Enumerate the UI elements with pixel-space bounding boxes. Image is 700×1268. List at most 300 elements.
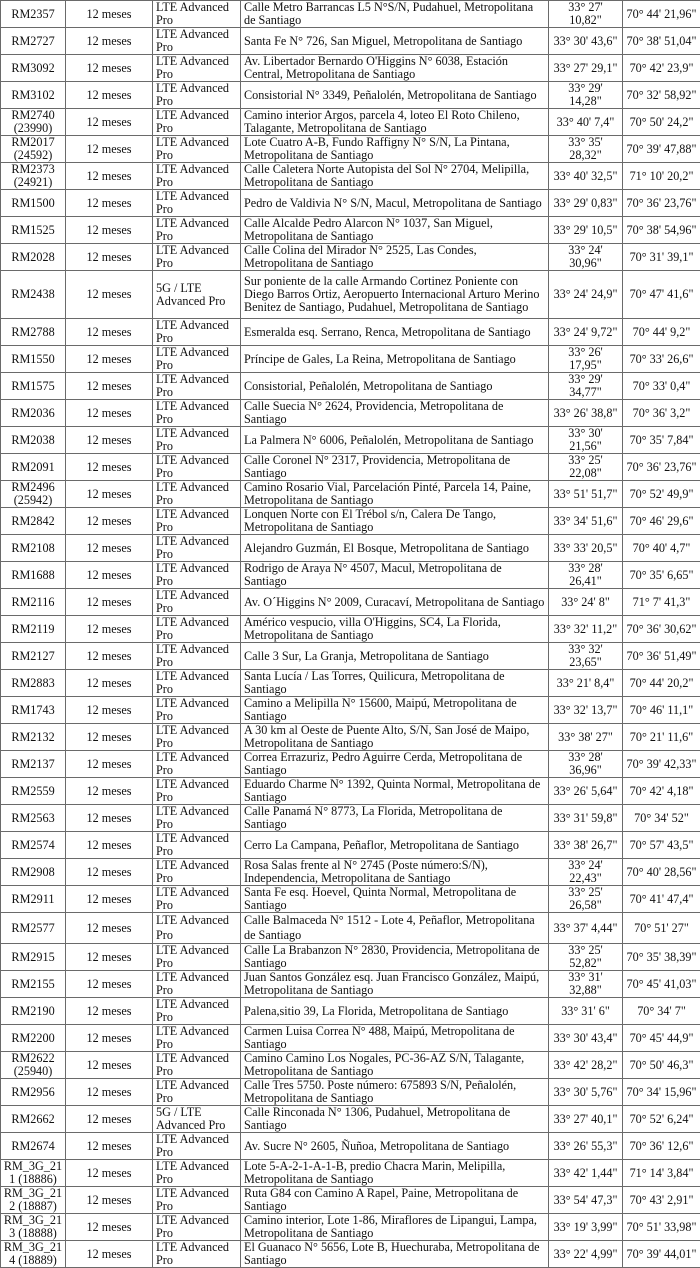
term-cell: 12 meses [66, 859, 153, 886]
term-cell: 12 meses [66, 751, 153, 778]
term-cell: 12 meses [66, 724, 153, 751]
term-cell: 12 meses [66, 427, 153, 454]
table-row [1, 1187, 700, 1214]
technology-cell: LTE Advanced Pro [153, 346, 241, 373]
term-cell: 12 meses [66, 913, 153, 944]
term-cell: 12 meses [66, 373, 153, 400]
technology-cell: LTE Advanced Pro [153, 562, 241, 589]
latitude-cell: 33° 26' 38,8" [549, 400, 623, 427]
longitude-cell: 70° 36' 51,49" [623, 643, 700, 670]
address-cell: Calle Metro Barrancas L5 N°S/N, Pudahuel, Metropolitana de Santiago [241, 1, 549, 28]
longitude-cell: 70° 35' 7,84" [623, 427, 700, 454]
site-id-cell: RM2119 [1, 616, 66, 643]
latitude-cell: 33° 42' 28,2" [549, 1052, 623, 1079]
table-row [1, 1160, 700, 1187]
site-id-cell: RM2911 [1, 886, 66, 913]
latitude-cell: 33° 22' 4,99" [549, 1241, 623, 1268]
technology-cell: LTE Advanced Pro [153, 1160, 241, 1187]
site-id-cell: RM_3G_214 (18889) [1, 1241, 66, 1268]
longitude-cell: 70° 33' 26,6" [623, 346, 700, 373]
address-cell: Lote Cuatro A-B, Fundo Raffigny N° S/N, La Pintana, Metropolitana de Santiago [241, 136, 549, 163]
technology-cell: LTE Advanced Pro [153, 535, 241, 562]
address-cell: Cerro La Campana, Peñaflor, Metropolitana de Santiago [241, 832, 549, 859]
term-cell: 12 meses [66, 535, 153, 562]
address-cell: Rodrigo de Araya N° 4507, Macul, Metropolitana de Santiago [241, 562, 549, 589]
term-cell: 12 meses [66, 1214, 153, 1241]
term-cell: 12 meses [66, 1106, 153, 1133]
address-cell: La Palmera N° 6006, Peñalolén, Metropolitana de Santiago [241, 427, 549, 454]
longitude-cell: 70° 42' 4,18" [623, 778, 700, 805]
address-cell: Camino Camino Los Nogales, PC-36-AZ S/N, Talagante, Metropolitana de Santiago [241, 1052, 549, 1079]
longitude-cell: 70° 32' 58,92" [623, 82, 700, 109]
table-row [1, 1052, 700, 1079]
term-cell: 12 meses [66, 886, 153, 913]
address-cell: A 30 km al Oeste de Puente Alto, S/N, San José de Maipo, Metropolitana de Santiago [241, 724, 549, 751]
technology-cell: LTE Advanced Pro [153, 1214, 241, 1241]
site-id-cell: RM_3G_211 (18886) [1, 1160, 66, 1187]
latitude-cell: 33° 51' 51,7" [549, 481, 623, 508]
technology-cell: LTE Advanced Pro [153, 913, 241, 944]
address-cell: Santa Fe esq. Hoevel, Quinta Normal, Metropolitana de Santiago [241, 886, 549, 913]
address-cell: Sur poniente de la calle Armando Cortinez Poniente con Diego Barros Ortiz, Aeropuerto Internacional Arturo Merino Benitez de Santiago, Pudahuel, Metropolitana de Santiago [241, 271, 549, 319]
technology-cell: LTE Advanced Pro [153, 1187, 241, 1214]
address-cell: Ruta G84 con Camino A Rapel, Paine, Metropolitana de Santiago [241, 1187, 549, 1214]
table-row [1, 778, 700, 805]
technology-cell: LTE Advanced Pro [153, 1025, 241, 1052]
latitude-cell: 33° 24' 9,72" [549, 319, 623, 346]
site-id-cell: RM2108 [1, 535, 66, 562]
site-id-cell: RM2373 (24921) [1, 163, 66, 190]
address-cell: Av. Sucre N° 2605, Ñuñoa, Metropolitana de Santiago [241, 1133, 549, 1160]
site-id-cell: RM2788 [1, 319, 66, 346]
site-id-cell: RM1743 [1, 697, 66, 724]
technology-cell: LTE Advanced Pro [153, 1079, 241, 1106]
latitude-cell: 33° 32' 23,65" [549, 643, 623, 670]
table-row [1, 1, 700, 28]
latitude-cell: 33° 24' 30,96" [549, 244, 623, 271]
term-cell: 12 meses [66, 832, 153, 859]
table-row [1, 163, 700, 190]
site-id-cell: RM2674 [1, 1133, 66, 1160]
site-id-cell: RM2842 [1, 508, 66, 535]
technology-cell: LTE Advanced Pro [153, 643, 241, 670]
site-id-cell: RM2883 [1, 670, 66, 697]
latitude-cell: 33° 28' 26,41" [549, 562, 623, 589]
site-id-cell: RM2091 [1, 454, 66, 481]
technology-cell: LTE Advanced Pro [153, 805, 241, 832]
table-row [1, 724, 700, 751]
site-id-cell: RM1575 [1, 373, 66, 400]
term-cell: 12 meses [66, 454, 153, 481]
longitude-cell: 70° 38' 54,96" [623, 217, 700, 244]
table-row [1, 427, 700, 454]
table-row [1, 1079, 700, 1106]
longitude-cell: 70° 38' 51,04" [623, 28, 700, 55]
address-cell: Calle La Brabanzon N° 2830, Providencia, Metropolitana de Santiago [241, 944, 549, 971]
technology-cell: LTE Advanced Pro [153, 886, 241, 913]
site-id-cell: RM2116 [1, 589, 66, 616]
address-cell: Consistorial, Peñalolén, Metropolitana de Santiago [241, 373, 549, 400]
technology-cell: LTE Advanced Pro [153, 1241, 241, 1268]
latitude-cell: 33° 35' 28,32" [549, 136, 623, 163]
table-row [1, 1241, 700, 1268]
longitude-cell: 70° 33' 0,4" [623, 373, 700, 400]
latitude-cell: 33° 26' 55,3" [549, 1133, 623, 1160]
latitude-cell: 33° 42' 1,44" [549, 1160, 623, 1187]
table-row [1, 82, 700, 109]
latitude-cell: 33° 30' 5,76" [549, 1079, 623, 1106]
table-row [1, 481, 700, 508]
address-cell: Pedro de Valdivia N° S/N, Macul, Metropolitana de Santiago [241, 190, 549, 217]
site-id-cell: RM2908 [1, 859, 66, 886]
address-cell: Consistorial N° 3349, Peñalolén, Metropolitana de Santiago [241, 82, 549, 109]
term-cell: 12 meses [66, 136, 153, 163]
site-id-cell: RM2740 (23990) [1, 109, 66, 136]
site-id-cell: RM2622 (25940) [1, 1052, 66, 1079]
table-row [1, 190, 700, 217]
table-row [1, 454, 700, 481]
latitude-cell: 33° 27' 29,1" [549, 55, 623, 82]
site-id-cell: RM2563 [1, 805, 66, 832]
latitude-cell: 33° 29' 34,77" [549, 373, 623, 400]
technology-cell: LTE Advanced Pro [153, 427, 241, 454]
technology-cell: LTE Advanced Pro [153, 589, 241, 616]
technology-cell: LTE Advanced Pro [153, 1052, 241, 1079]
address-cell: Alejandro Guzmán, El Bosque, Metropolitana de Santiago [241, 535, 549, 562]
longitude-cell: 70° 52' 6,24" [623, 1106, 700, 1133]
table-row [1, 319, 700, 346]
latitude-cell: 33° 29' 0,83" [549, 190, 623, 217]
technology-cell: LTE Advanced Pro [153, 55, 241, 82]
address-cell: Palena,sitio 39, La Florida, Metropolitana de Santiago [241, 998, 549, 1025]
address-cell: Calle Tres 5750. Poste número: 675893 S/N, Peñalolén, Metropolitana de Santiago [241, 1079, 549, 1106]
term-cell: 12 meses [66, 1187, 153, 1214]
table-row [1, 400, 700, 427]
longitude-cell: 70° 35' 38,39" [623, 944, 700, 971]
address-cell: Calle Alcalde Pedro Alarcon N° 1037, San Miguel, Metropolitana de Santiago [241, 217, 549, 244]
latitude-cell: 33° 27' 10,82" [549, 1, 623, 28]
site-id-cell: RM2028 [1, 244, 66, 271]
site-id-cell: RM2915 [1, 944, 66, 971]
term-cell: 12 meses [66, 805, 153, 832]
site-id-cell: RM2727 [1, 28, 66, 55]
site-id-cell: RM2036 [1, 400, 66, 427]
longitude-cell: 71° 14' 3,84" [623, 1160, 700, 1187]
site-id-cell: RM_3G_213 (18888) [1, 1214, 66, 1241]
site-id-cell: RM2574 [1, 832, 66, 859]
technology-cell: LTE Advanced Pro [153, 724, 241, 751]
technology-cell: LTE Advanced Pro [153, 481, 241, 508]
term-cell: 12 meses [66, 562, 153, 589]
technology-cell: LTE Advanced Pro [153, 28, 241, 55]
term-cell: 12 meses [66, 697, 153, 724]
table-row [1, 1106, 700, 1133]
site-id-cell: RM2200 [1, 1025, 66, 1052]
table-row [1, 535, 700, 562]
technology-cell: LTE Advanced Pro [153, 944, 241, 971]
longitude-cell: 70° 45' 44,9" [623, 1025, 700, 1052]
longitude-cell: 70° 44' 9,2" [623, 319, 700, 346]
technology-cell: LTE Advanced Pro [153, 373, 241, 400]
longitude-cell: 70° 43' 2,91" [623, 1187, 700, 1214]
longitude-cell: 70° 46' 29,6" [623, 508, 700, 535]
site-id-cell: RM2127 [1, 643, 66, 670]
site-id-cell: RM2496 (25942) [1, 481, 66, 508]
latitude-cell: 33° 19' 3,99" [549, 1214, 623, 1241]
site-id-cell: RM2137 [1, 751, 66, 778]
longitude-cell: 70° 39' 42,33" [623, 751, 700, 778]
longitude-cell: 70° 51' 33,98" [623, 1214, 700, 1241]
site-id-cell: RM1550 [1, 346, 66, 373]
longitude-cell: 71° 10' 20,2" [623, 163, 700, 190]
longitude-cell: 70° 47' 41,6" [623, 271, 700, 319]
longitude-cell: 70° 57' 43,5" [623, 832, 700, 859]
site-id-cell: RM2956 [1, 1079, 66, 1106]
site-id-cell: RM2438 [1, 271, 66, 319]
table-row [1, 244, 700, 271]
technology-cell: LTE Advanced Pro [153, 136, 241, 163]
longitude-cell: 70° 34' 15,96" [623, 1079, 700, 1106]
latitude-cell: 33° 24' 22,43" [549, 859, 623, 886]
latitude-cell: 33° 31' 32,88" [549, 971, 623, 998]
latitude-cell: 33° 38' 26,7" [549, 832, 623, 859]
longitude-cell: 70° 52' 49,9" [623, 481, 700, 508]
table-row [1, 944, 700, 971]
technology-cell: LTE Advanced Pro [153, 508, 241, 535]
longitude-cell: 70° 21' 11,6" [623, 724, 700, 751]
table-row [1, 697, 700, 724]
technology-cell: LTE Advanced Pro [153, 190, 241, 217]
technology-cell: LTE Advanced Pro [153, 832, 241, 859]
address-cell: Calle Suecia N° 2624, Providencia, Metropolitana de Santiago [241, 400, 549, 427]
latitude-cell: 33° 26' 5,64" [549, 778, 623, 805]
term-cell: 12 meses [66, 244, 153, 271]
longitude-cell: 70° 44' 21,96" [623, 1, 700, 28]
technology-cell: LTE Advanced Pro [153, 217, 241, 244]
table-row [1, 805, 700, 832]
latitude-cell: 33° 54' 47,3" [549, 1187, 623, 1214]
longitude-cell: 70° 50' 24,2" [623, 109, 700, 136]
technology-cell: LTE Advanced Pro [153, 163, 241, 190]
term-cell: 12 meses [66, 319, 153, 346]
term-cell: 12 meses [66, 481, 153, 508]
site-id-cell: RM2190 [1, 998, 66, 1025]
address-cell: Eduardo Charme N° 1392, Quinta Normal, Metropolitana de Santiago [241, 778, 549, 805]
table-row [1, 589, 700, 616]
longitude-cell: 70° 36' 23,76" [623, 190, 700, 217]
table-row [1, 136, 700, 163]
term-cell: 12 meses [66, 944, 153, 971]
longitude-cell: 70° 36' 30,62" [623, 616, 700, 643]
address-cell: Calle Rinconada N° 1306, Pudahuel, Metropolitana de Santiago [241, 1106, 549, 1133]
latitude-cell: 33° 30' 21,56" [549, 427, 623, 454]
latitude-cell: 33° 40' 32,5" [549, 163, 623, 190]
technology-cell: LTE Advanced Pro [153, 82, 241, 109]
address-cell: Av. Libertador Bernardo O'Higgins N° 6038, Estación Central, Metropolitana de Santiago [241, 55, 549, 82]
latitude-cell: 33° 25' 26,58" [549, 886, 623, 913]
latitude-cell: 33° 21' 8,4" [549, 670, 623, 697]
address-cell: Calle Coronel N° 2317, Providencia, Metropolitana de Santiago [241, 454, 549, 481]
latitude-cell: 33° 26' 17,95" [549, 346, 623, 373]
technology-cell: LTE Advanced Pro [153, 400, 241, 427]
longitude-cell: 70° 41' 47,4" [623, 886, 700, 913]
table-row [1, 616, 700, 643]
latitude-cell: 33° 32' 13,7" [549, 697, 623, 724]
address-cell: Calle Caletera Norte Autopista del Sol N° 2704, Melipilla, Metropolitana de Santiago [241, 163, 549, 190]
term-cell: 12 meses [66, 1079, 153, 1106]
table-row [1, 217, 700, 244]
longitude-cell: 70° 36' 12,6" [623, 1133, 700, 1160]
longitude-cell: 70° 50' 46,3" [623, 1052, 700, 1079]
latitude-cell: 33° 30' 43,6" [549, 28, 623, 55]
technology-cell: LTE Advanced Pro [153, 319, 241, 346]
longitude-cell: 70° 36' 23,76" [623, 454, 700, 481]
longitude-cell: 70° 45' 41,03" [623, 971, 700, 998]
site-id-cell: RM2132 [1, 724, 66, 751]
term-cell: 12 meses [66, 778, 153, 805]
latitude-cell: 33° 30' 43,4" [549, 1025, 623, 1052]
term-cell: 12 meses [66, 1025, 153, 1052]
table-row [1, 913, 700, 944]
site-id-cell: RM_3G_212 (18887) [1, 1187, 66, 1214]
latitude-cell: 33° 38' 27" [549, 724, 623, 751]
term-cell: 12 meses [66, 163, 153, 190]
address-cell: Camino Rosario Vial, Parcelación Pinté, Parcela 14, Paine, Metropolitana de Santiago [241, 481, 549, 508]
term-cell: 12 meses [66, 1, 153, 28]
technology-cell: LTE Advanced Pro [153, 859, 241, 886]
site-id-cell: RM2357 [1, 1, 66, 28]
technology-cell: LTE Advanced Pro [153, 998, 241, 1025]
technology-cell: LTE Advanced Pro [153, 616, 241, 643]
table-row [1, 859, 700, 886]
technology-cell: LTE Advanced Pro [153, 109, 241, 136]
longitude-cell: 70° 46' 11,1" [623, 697, 700, 724]
longitude-cell: 70° 39' 44,01" [623, 1241, 700, 1268]
sites-table-body [1, 1, 700, 1268]
term-cell: 12 meses [66, 82, 153, 109]
table-row [1, 1214, 700, 1241]
longitude-cell: 70° 51' 27" [623, 913, 700, 944]
longitude-cell: 70° 36' 3,2" [623, 400, 700, 427]
address-cell: Camino interior Argos, parcela 4, loteo El Roto Chileno, Talagante, Metropolitana de Santiago [241, 109, 549, 136]
table-row [1, 109, 700, 136]
term-cell: 12 meses [66, 190, 153, 217]
term-cell: 12 meses [66, 217, 153, 244]
address-cell: Santa Fe N° 726, San Miguel, Metropolitana de Santiago [241, 28, 549, 55]
address-cell: Calle 3 Sur, La Granja, Metropolitana de Santiago [241, 643, 549, 670]
table-row [1, 373, 700, 400]
latitude-cell: 33° 24' 24,9" [549, 271, 623, 319]
address-cell: Rosa Salas frente al N° 2745 (Poste número:S/N), Independencia, Metropolitana de Santiago [241, 859, 549, 886]
term-cell: 12 meses [66, 508, 153, 535]
site-id-cell: RM1525 [1, 217, 66, 244]
longitude-cell: 70° 42' 23,9" [623, 55, 700, 82]
site-id-cell: RM2577 [1, 913, 66, 944]
table-row [1, 998, 700, 1025]
address-cell: Calle Balmaceda N° 1512 - Lote 4, Peñaflor, Metropolitana de Santiago [241, 913, 549, 944]
technology-cell: LTE Advanced Pro [153, 751, 241, 778]
table-row [1, 971, 700, 998]
address-cell: Lonquen Norte con El Trébol s/n, Calera De Tango, Metropolitana de Santiago [241, 508, 549, 535]
table-row [1, 508, 700, 535]
longitude-cell: 70° 44' 20,2" [623, 670, 700, 697]
latitude-cell: 33° 37' 4,44" [549, 913, 623, 944]
technology-cell: LTE Advanced Pro [153, 244, 241, 271]
term-cell: 12 meses [66, 1052, 153, 1079]
term-cell: 12 meses [66, 271, 153, 319]
latitude-cell: 33° 31' 6" [549, 998, 623, 1025]
address-cell: Lote 5-A-2-1-A-1-B, predio Chacra Marin, Melipilla, Metropolitana de Santiago [241, 1160, 549, 1187]
longitude-cell: 71° 7' 41,3" [623, 589, 700, 616]
table-row [1, 346, 700, 373]
table-row [1, 670, 700, 697]
technology-cell: 5G / LTE Advanced Pro [153, 1106, 241, 1133]
latitude-cell: 33° 40' 7,4" [549, 109, 623, 136]
term-cell: 12 meses [66, 55, 153, 82]
address-cell: Calle Panamá N° 8773, La Florida, Metropolitana de Santiago [241, 805, 549, 832]
technology-cell: LTE Advanced Pro [153, 454, 241, 481]
site-id-cell: RM1500 [1, 190, 66, 217]
longitude-cell: 70° 39' 47,88" [623, 136, 700, 163]
address-cell: Esmeralda esq. Serrano, Renca, Metropolitana de Santiago [241, 319, 549, 346]
term-cell: 12 meses [66, 1241, 153, 1268]
term-cell: 12 meses [66, 616, 153, 643]
table-row [1, 55, 700, 82]
term-cell: 12 meses [66, 670, 153, 697]
longitude-cell: 70° 40' 4,7" [623, 535, 700, 562]
address-cell: Juan Santos González esq. Juan Francisco González, Maipú, Metropolitana de Santiago [241, 971, 549, 998]
table-row [1, 643, 700, 670]
latitude-cell: 33° 25' 22,08" [549, 454, 623, 481]
table-row [1, 886, 700, 913]
longitude-cell: 70° 40' 28,56" [623, 859, 700, 886]
latitude-cell: 33° 28' 36,96" [549, 751, 623, 778]
technology-cell: LTE Advanced Pro [153, 1133, 241, 1160]
table-row [1, 751, 700, 778]
technology-cell: 5G / LTE Advanced Pro [153, 271, 241, 319]
site-id-cell: RM2038 [1, 427, 66, 454]
latitude-cell: 33° 29' 10,5" [549, 217, 623, 244]
table-row [1, 562, 700, 589]
address-cell: Santa Lucía / Las Torres, Quilicura, Metropolitana de Santiago [241, 670, 549, 697]
term-cell: 12 meses [66, 1133, 153, 1160]
longitude-cell: 70° 35' 6,65" [623, 562, 700, 589]
site-id-cell: RM2662 [1, 1106, 66, 1133]
latitude-cell: 33° 25' 52,82" [549, 944, 623, 971]
term-cell: 12 meses [66, 400, 153, 427]
address-cell: Américo vespucio, villa O'Higgins, SC4, La Florida, Metropolitana de Santiago [241, 616, 549, 643]
latitude-cell: 33° 34' 51,6" [549, 508, 623, 535]
address-cell: Av. O´Higgins N° 2009, Curacaví, Metropolitana de Santiago [241, 589, 549, 616]
address-cell: Carmen Luisa Correa N° 488, Maipú, Metropolitana de Santiago [241, 1025, 549, 1052]
longitude-cell: 70° 34' 52" [623, 805, 700, 832]
table-row [1, 832, 700, 859]
term-cell: 12 meses [66, 109, 153, 136]
technology-cell: LTE Advanced Pro [153, 1, 241, 28]
address-cell: Príncipe de Gales, La Reina, Metropolitana de Santiago [241, 346, 549, 373]
latitude-cell: 33° 24' 8" [549, 589, 623, 616]
technology-cell: LTE Advanced Pro [153, 670, 241, 697]
technology-cell: LTE Advanced Pro [153, 697, 241, 724]
term-cell: 12 meses [66, 643, 153, 670]
address-cell: Correa Errazuriz, Pedro Aguirre Cerda, Metropolitana de Santiago [241, 751, 549, 778]
site-id-cell: RM2017 (24592) [1, 136, 66, 163]
term-cell: 12 meses [66, 346, 153, 373]
latitude-cell: 33° 29' 14,28" [549, 82, 623, 109]
term-cell: 12 meses [66, 589, 153, 616]
term-cell: 12 meses [66, 998, 153, 1025]
site-id-cell: RM1688 [1, 562, 66, 589]
